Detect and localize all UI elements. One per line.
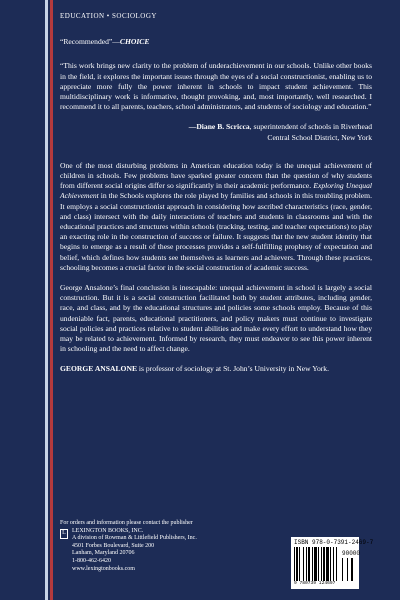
publisher-phone: 1-800-462-6420 bbox=[72, 557, 111, 564]
publisher-division: A division of Rowman & Littlefield Publishers, Inc. bbox=[72, 535, 197, 542]
barcode-panel bbox=[291, 537, 374, 589]
reviewer-name: —Diane B. Scricca bbox=[188, 122, 250, 132]
category-label: EDUCATION • SOCIOLOGY bbox=[60, 12, 157, 20]
book-description bbox=[60, 161, 372, 273]
publisher-city: Lanham, Maryland 20706 bbox=[72, 550, 135, 557]
recommended-quote: “Recommended”— bbox=[60, 37, 120, 47]
price-code: 90000 bbox=[342, 550, 361, 557]
recommended-blurb bbox=[60, 37, 372, 47]
conclusion-paragraph: George Ansalone’s final conclusion is inescapable: unequal achievement in school is largely a social construction. But it is a social construction facilitated both by student attributes, including gender, race, and class, and by the educational structures and policies some schools employ. Because of this undeniable fact, parents, educational practitioners, and policy makers must continue to investigate social policies and practices relative to student abilities and make every effort to understand how they may be related to achievement. Informed by research, they must endeavor to see this power inherent in schooling and the need to affect change. bbox=[60, 283, 372, 354]
reviewer-district: Central School District, New York bbox=[267, 132, 372, 142]
barcode-icon bbox=[294, 547, 361, 581]
back-cover-content bbox=[60, 11, 372, 385]
publisher-name: LEXINGTON BOOKS, INC. bbox=[72, 527, 144, 534]
publisher-block bbox=[60, 528, 197, 574]
publisher-info bbox=[60, 520, 197, 573]
recommended-source: CHOICE bbox=[119, 37, 150, 47]
reviewer-role: , superintendent of schools in Riverhead bbox=[249, 122, 372, 132]
publisher-logo-icon: L bbox=[60, 529, 68, 539]
decorative-stripe-light bbox=[45, 0, 48, 600]
author-bio bbox=[60, 364, 372, 374]
author-name: GEORGE ANSALONE bbox=[60, 364, 138, 374]
publisher-intro: For orders and information please contact the publisher bbox=[60, 520, 193, 526]
review-attribution bbox=[60, 122, 372, 142]
book-title-italic: Exploring Unequal Achievement bbox=[60, 181, 372, 201]
decorative-stripe-red bbox=[50, 0, 53, 600]
review-quote: “This work brings new clarity to the problem of underachievement in our schools. Unlike other books in the field, it explores the important issues through the eyes of a social constructionist, enabling us to appreciate more fully the power inherent in schools to impact student achievement. This multidisciplinary work is informative, thought provoking, and, most importantly, well researched. I recommend it to all parents, teachers, school administrators, and students of sociology and education.” bbox=[60, 61, 372, 112]
barcode-number: 9 780739 124697 bbox=[294, 581, 336, 586]
author-description: is professor of sociology at St. John’s University in New York. bbox=[137, 364, 329, 374]
description-part-1: One of the most disturbing problems in American education today is the unequal achievement of children in schools. Few problems have sparked greater concern than the question of why students from different social origins differ so significantly in their academic performance. bbox=[60, 160, 372, 191]
publisher-address: 4501 Forbes Boulevard, Suite 200 bbox=[72, 542, 155, 549]
publisher-website: www.lexingtonbooks.com bbox=[72, 565, 135, 572]
isbn-label: ISBN 978-0-7391-2469-7 bbox=[294, 539, 374, 546]
description-part-2: in the Schools explores the role played by families and schools in this troubling problem. It employs a social constructionist approach in considering how ascribed characteristics (race, gender, and class) intersect with the daily interactions of teachers and students in classrooms and with the educational practices and structures within schools (tracking, testing, and teacher expectations) to play an exacting role in the construction of success or failure. It suggests that the new student identity that begins to emerge as a result of these processes provides a self-fulfilling prophesy of expectation and belief, which defines how students see themselves as learners and achievers. Through these practices, schooling becomes a crucial factor in the social construction of academic success. bbox=[60, 191, 372, 272]
